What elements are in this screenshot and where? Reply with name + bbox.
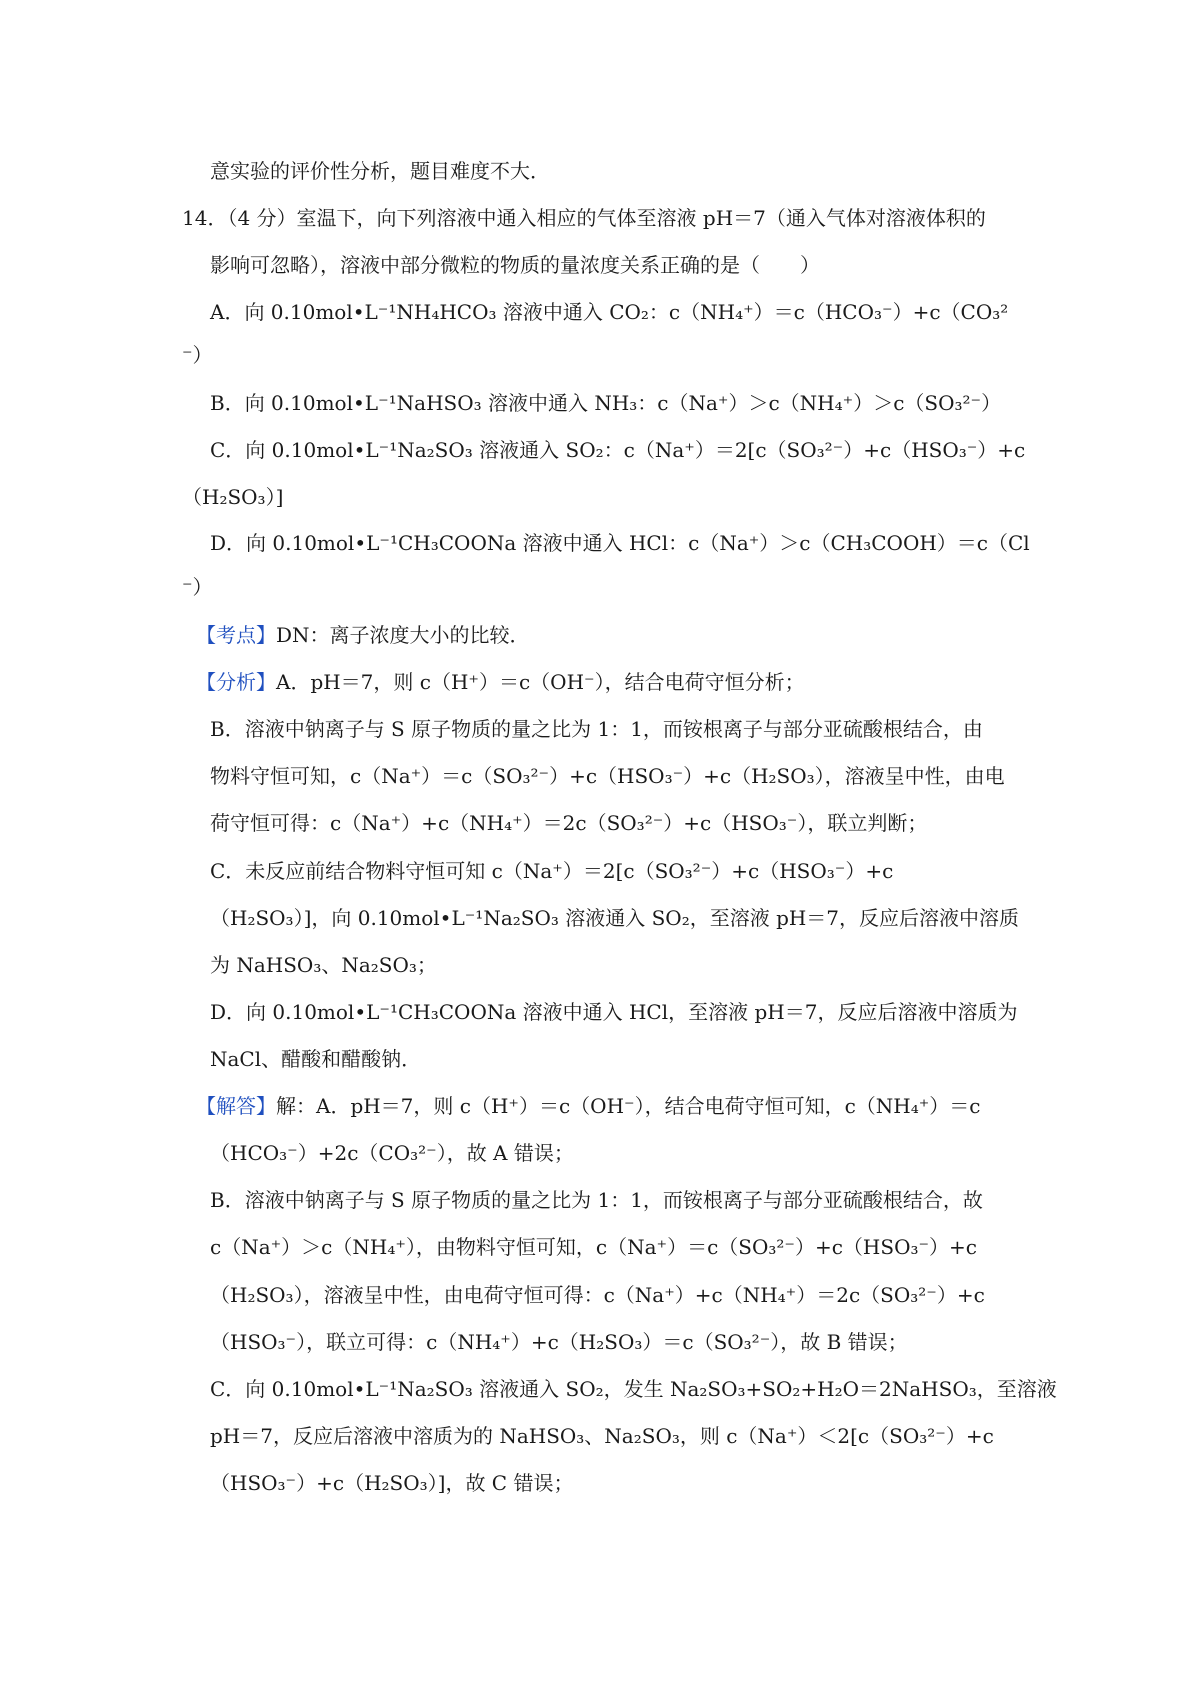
question-line: 14．（4 分）室温下，向下列溶液中通入相应的气体至溶液 pH＝7（通入气体对溶液体积的 (182, 206, 986, 230)
jieda-line (196, 1091, 1016, 1121)
option-c-cont: （H₂SO₃）] (182, 485, 284, 509)
answer-line: c（Na⁺）＞c（NH₄⁺），由物料守恒可知，c（Na⁺）＝c（SO₃²⁻）+c（HSO₃⁻）+c (210, 1235, 978, 1259)
answer-line: C．向 0.10mol•L⁻¹Na₂SO₃ 溶液通入 SO₂，发生 Na₂SO₃+SO₂+H₂O＝2NaHSO₃，至溶液 (210, 1377, 1057, 1401)
analysis-line: NaCl、醋酸和醋酸钠． (210, 1047, 422, 1071)
kaodian-tag: 【考点】 (196, 623, 276, 647)
analysis-line: 物料守恒可知，c（Na⁺）＝c（SO₃²⁻）+c（HSO₃⁻）+c（H₂SO₃），溶液呈中性，由电 (210, 764, 1005, 788)
option-b: B．向 0.10mol•L⁻¹NaHSO₃ 溶液中通入 NH₃：c（Na⁺）＞c（NH₄⁺）＞c（SO₃²⁻） (210, 391, 1002, 415)
answer-line: （HSO₃⁻），联立可得：c（NH₄⁺）+c（H₂SO₃）＝c（SO₃²⁻），故 B 错误； (210, 1330, 908, 1354)
jieda-text: 解：A．pH＝7，则 c（H⁺）＝c（OH⁻），结合电荷守恒可知，c（NH₄⁺）＝c (276, 1094, 981, 1118)
paragraph-line: 意实验的评价性分析，题目难度不大． (210, 159, 550, 183)
question-line: 影响可忽略），溶液中部分微粒的物质的量浓度关系正确的是（ ） (210, 253, 820, 277)
analysis-line: 荷守恒可得：c（Na⁺）+c（NH₄⁺）＝2c（SO₃²⁻）+c（HSO₃⁻），联立判断； (210, 811, 928, 835)
answer-line: （HCO₃⁻）+2c（CO₃²⁻），故 A 错误； (210, 1141, 574, 1165)
analysis-line: B．溶液中钠离子与 S 原子物质的量之比为 1：1，而铵根离子与部分亚硫酸根结合，由 (210, 717, 983, 741)
option-d: D．向 0.10mol•L⁻¹CH₃COONa 溶液中通入 HCl：c（Na⁺）＞c（CH₃COOH）＝c（Cl (210, 531, 1030, 555)
fenxi-tag: 【分析】 (196, 670, 276, 694)
analysis-line: （H₂SO₃）]，向 0.10mol•L⁻¹Na₂SO₃ 溶液通入 SO₂，至溶液 pH＝7，反应后溶液中溶质 (210, 906, 1020, 930)
answer-line: B．溶液中钠离子与 S 原子物质的量之比为 1：1，而铵根离子与部分亚硫酸根结合，故 (210, 1188, 983, 1212)
kaodian-line (196, 620, 1016, 650)
option-d-cont: ⁻） (182, 575, 213, 599)
jieda-tag: 【解答】 (196, 1094, 276, 1118)
option-a-cont: ⁻） (182, 343, 213, 367)
option-a: A．向 0.10mol•L⁻¹NH₄HCO₃ 溶液中通入 CO₂：c（NH₄⁺）＝c（HCO₃⁻）+c（CO₃² (210, 300, 1009, 324)
analysis-line: 为 NaHSO₃、Na₂SO₃； (210, 953, 437, 977)
fenxi-text: A．pH＝7，则 c（H⁺）＝c（OH⁻），结合电荷守恒分析； (276, 670, 805, 694)
answer-line: pH＝7，反应后溶液中溶质为的 NaHSO₃、Na₂SO₃，则 c（Na⁺）＜2[c（SO₃²⁻）+c (210, 1424, 994, 1448)
kaodian-text: DN：离子浓度大小的比较． (276, 623, 530, 647)
fenxi-line (196, 667, 1016, 697)
analysis-line: D．向 0.10mol•L⁻¹CH₃COONa 溶液中通入 HCl，至溶液 pH＝7，反应后溶液中溶质为 (210, 1000, 1018, 1024)
answer-line: （H₂SO₃），溶液呈中性，由电荷守恒可得：c（Na⁺）+c（NH₄⁺）＝2c（SO₃²⁻）+c (210, 1283, 985, 1307)
option-c: C．向 0.10mol•L⁻¹Na₂SO₃ 溶液通入 SO₂：c（Na⁺）＝2[c（SO₃²⁻）+c（HSO₃⁻）+c (210, 438, 1026, 462)
answer-line: （HSO₃⁻）+c（H₂SO₃）]，故 C 错误； (210, 1471, 574, 1495)
analysis-line: C．未反应前结合物料守恒可知 c（Na⁺）＝2[c（SO₃²⁻）+c（HSO₃⁻）+c (210, 859, 894, 883)
